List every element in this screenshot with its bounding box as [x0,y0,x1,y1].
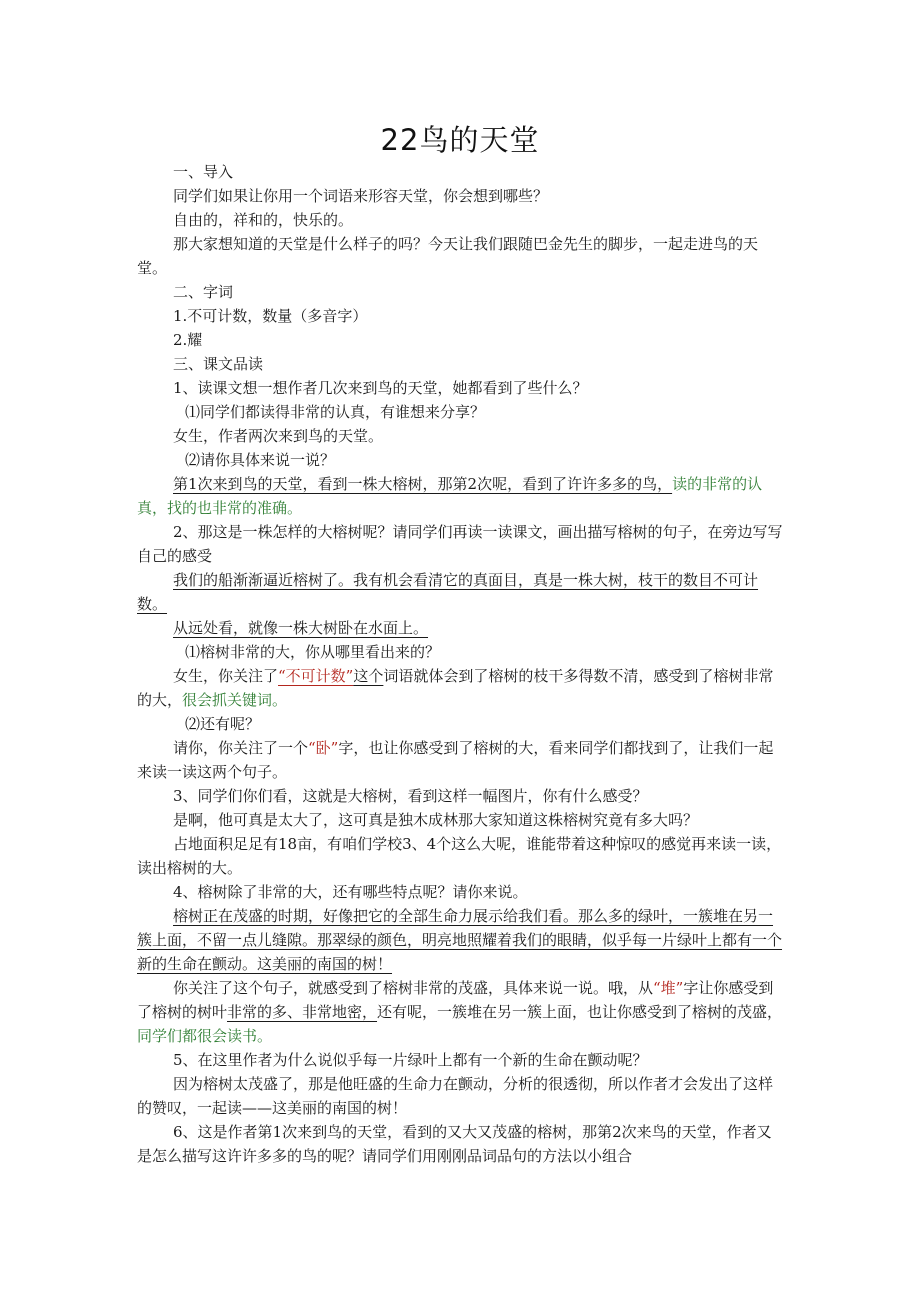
section-heading-intro: 一、导入 [173,163,234,181]
paragraph: 同学们如果让你用一个词语来形容天堂，你会想到哪些？ [173,187,549,205]
paragraph: 占地面积足足有18亩，有咱们学校3、4个这么大呢，谁能带着这种惊叹的感觉再来读一读，读出榕树的大。 [137,835,782,877]
paragraph: 1、读课文想一想作者几次来到鸟的天堂，她都看到了些什么？ [173,379,588,397]
praise-text: 读的非常的认真，找的也非常的准确。 [137,475,763,517]
paragraph [137,472,785,520]
underlined-text: 第1次来到鸟的天堂，看到一株大榕树，那第2次呢，看到了许许多多的鸟， [173,475,673,493]
text: 字让你感受到了榕树的树叶 [137,979,774,1021]
underlined-text: 从远处看，就像一株大树卧在水面上。 [173,619,429,637]
text: 女生，你关注了 [173,667,279,685]
keyword-text: “堆” [653,979,684,997]
praise-text: 很会抓关键词。 [182,691,288,709]
section-heading-reading: 三、课文品读 [173,355,264,373]
text: 请你，你关注了一个 [173,739,309,757]
paragraph [137,904,785,976]
paragraph: 女生，作者两次来到鸟的天堂。 [173,427,384,445]
paragraph: 自由的，祥和的，快乐的。 [173,211,354,229]
paragraph: 5、在这里作者为什么说似乎每一片绿叶上都有一个新的生命在颤动呢？ [173,1051,648,1069]
paragraph [137,976,785,1048]
paragraph: 6、这是作者第1次来到鸟的天堂，看到的又大又茂盛的榕树，那第2次来鸟的天堂，作者又是怎么描写这许许多多的鸟的呢？请同学们用刚刚品词品句的方法以小组合 [137,1123,772,1165]
paragraph: ⑴同学们都读得非常的认真，有谁想来分享？ [185,403,486,421]
paragraph: 2、那这是一株怎样的大榕树呢？请同学们再读一读课文，画出描写榕树的句子，在旁边写写自己的感受 [137,523,783,565]
underlined-text: 我们的船渐渐逼近榕树了。我有机会看清它的真面目，真是一株大树，枝干的数目不可计数。 [137,571,759,613]
paragraph: 4、榕树除了非常的大，还有哪些特点呢？请你来说。 [173,883,528,901]
underlined-text: 非常的多、非常地密， [227,1003,378,1021]
paragraph [137,664,785,712]
text: 还有呢，一簇堆在另一簇上面，也让你感受到了榕树的茂盛， [377,1003,783,1021]
praise-text: 同学们都很会读书。 [137,1027,273,1045]
keyword-text: “卧” [308,739,339,757]
paragraph: 1.不可计数，数量（多音字） [173,307,368,325]
document-body [137,160,785,1168]
underlined-text: 榕树正在茂盛的时期，好像把它的全部生命力展示给我们看。那么多的绿叶，一簇堆在另一簇上面，不留一点儿缝隙。那翠绿的颜色，明亮地照耀着我们的眼睛，似乎每一片绿叶上都有一个新的生命在颤动。这美丽的南国的树！ [137,907,783,973]
underlined-text: 这个 [353,667,384,685]
paragraph: 是啊，他可真是太大了，这可真是独木成林那大家知道这株榕树究竟有多大吗？ [173,811,699,829]
document-title: 22鸟的天堂 [380,123,540,157]
paragraph: 3、同学们你们看，这就是大榕树，看到这样一幅图片，你有什么感受？ [173,787,648,805]
text: 词语就体会到了榕树的枝干多得数不清，感受到了榕树非常的大， [137,667,774,709]
section-heading-words: 二、字词 [173,283,234,301]
paragraph [137,616,785,640]
keyword-text: “不可计数” [278,667,354,685]
paragraph: ⑵请你具体来说一说？ [185,451,336,469]
paragraph: 那大家想知道的天堂是什么样子的吗？今天让我们跟随巴金先生的脚步，一起走进鸟的天堂。 [137,235,759,277]
paragraph: 因为榕树太茂盛了，那是他旺盛的生命力在颤动，分析的很透彻，所以作者才会发出了这样的赞叹，一起读——这美丽的南国的树！ [137,1075,774,1117]
paragraph [137,568,785,616]
paragraph: ⑵还有呢？ [185,715,261,733]
paragraph: 2.耀 [173,331,203,349]
paragraph: ⑴榕树非常的大，你从哪里看出来的？ [185,643,441,661]
paragraph [137,736,785,784]
text: 你关注了这个句子，就感受到了榕树非常的茂盛，具体来说一说。哦，从 [173,979,654,997]
text: 字，也让你感受到了榕树的大，看来同学们都找到了，让我们一起来读一读这两个句子。 [137,739,774,781]
